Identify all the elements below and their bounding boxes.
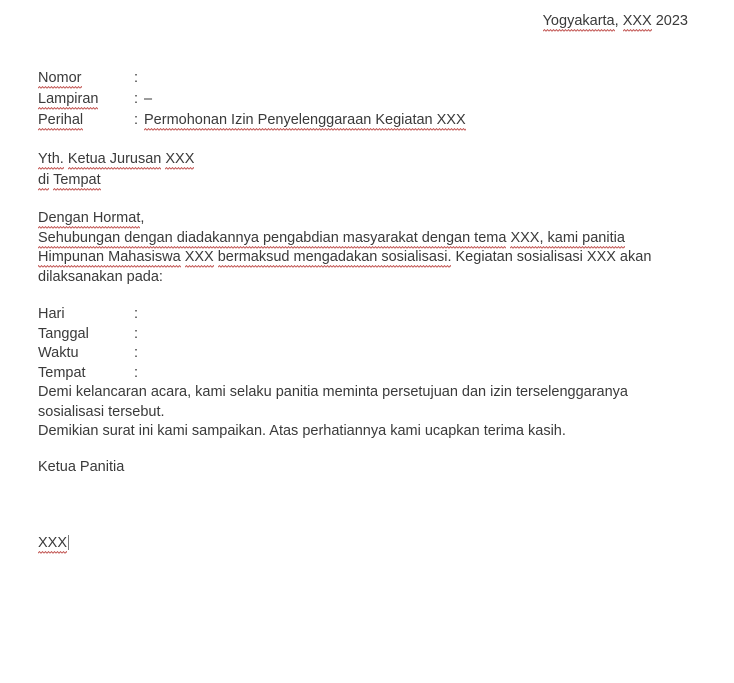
salutation-text: Dengan Hormat (38, 210, 140, 229)
salutation (38, 209, 664, 229)
recipient-block (38, 149, 664, 191)
recipient-location: Tempat (53, 172, 101, 191)
field-row-perihal (38, 110, 664, 131)
recipient-placeholder: XXX (165, 151, 194, 170)
signature-role: Ketua Panitia (38, 458, 125, 475)
text-cursor (68, 535, 69, 550)
letter-body (38, 68, 664, 554)
detail-value-tempat[interactable] (144, 364, 664, 384)
body-paragraph-3: Demikian surat ini kami sampaikan. Atas perhatiannya kami ucapkan terima kasih. (38, 423, 566, 439)
paragraph-1-placeholder-2: XXX (185, 249, 214, 268)
body-paragraph-1 (38, 229, 664, 288)
detail-value-hari[interactable] (144, 305, 664, 325)
recipient-location-prefix: di (38, 172, 49, 191)
recipient-line-1 (38, 149, 664, 170)
month-placeholder: XXX (623, 13, 652, 32)
signature-name-placeholder: XXX (38, 535, 67, 554)
date-separator: , (614, 13, 623, 29)
field-separator-lampiran: : (134, 91, 139, 107)
detail-row-tanggal (38, 325, 664, 345)
detail-value-waktu[interactable] (144, 344, 664, 364)
paragraph-1-segment-3: bermaksud mengadakan sosialisasi. (218, 249, 452, 268)
paragraph-1-placeholder-1: XXX (510, 230, 539, 249)
field-value-nomor[interactable] (144, 68, 664, 89)
event-details-list (38, 305, 664, 383)
recipient-title: Ketua Jurusan (68, 151, 162, 170)
detail-row-hari (38, 305, 664, 325)
detail-label-waktu: Waktu (38, 345, 79, 361)
detail-value-tanggal[interactable] (144, 325, 664, 345)
paragraph-1-segment-1: Sehubungan dengan diadakannya pengabdian masyarakat dengan tema (38, 230, 506, 249)
body-paragraph-2: Demi kelancaran acara, kami selaku panitia meminta persetujuan dan izin terselenggaranya sosialisasi tersebut. (38, 384, 628, 420)
detail-separator-tanggal: : (134, 325, 139, 342)
field-value-perihal[interactable]: Permohonan Izin Penyelenggaraan Kegiatan XXX (144, 112, 466, 131)
reference-fields (38, 68, 664, 131)
recipient-prefix: Yth. (38, 151, 64, 170)
paragraph-1-segment-2: , kami panitia Himpunan Mahasiswa (38, 230, 625, 269)
field-separator-nomor: : (134, 70, 139, 86)
detail-label-tanggal: Tanggal (38, 325, 89, 342)
detail-separator-waktu: : (134, 345, 139, 361)
detail-separator-hari: : (134, 306, 139, 322)
recipient-line-2 (38, 170, 664, 191)
salutation-punctuation: , (140, 210, 145, 226)
field-row-lampiran (38, 89, 664, 110)
detail-row-tempat (38, 364, 664, 384)
paragraph-1-segment-4: Kegiatan sosialisasi XXX akan dilaksanakan pada: (38, 249, 652, 285)
field-label-nomor: Nomor (38, 70, 82, 89)
date-line[interactable] (543, 12, 688, 32)
detail-label-tempat: Tempat (38, 364, 86, 381)
field-label-perihal: Perihal (38, 112, 83, 131)
field-label-lampiran: Lampiran (38, 91, 98, 110)
year-value: 2023 (655, 13, 688, 29)
field-row-nomor (38, 68, 664, 89)
field-value-lampiran[interactable]: – (144, 91, 153, 107)
signature-name-row[interactable] (38, 534, 664, 554)
field-separator-perihal: : (134, 112, 139, 128)
city-name: Yogyakarta (543, 13, 615, 32)
detail-separator-tempat: : (134, 364, 139, 381)
detail-row-waktu (38, 344, 664, 364)
detail-label-hari: Hari (38, 306, 65, 322)
